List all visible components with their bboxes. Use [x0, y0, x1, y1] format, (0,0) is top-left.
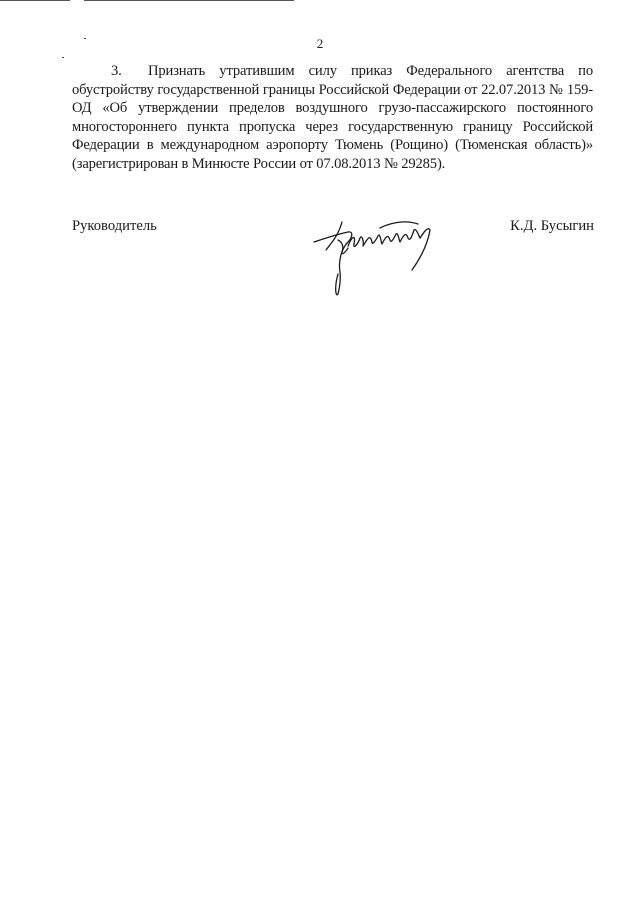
signer-name: К.Д. Бусыгин — [510, 218, 594, 234]
handwritten-signature — [308, 212, 438, 302]
signer-position: Руководитель — [72, 218, 157, 234]
signature-block — [72, 218, 594, 308]
clause-number: 3. — [111, 63, 122, 79]
scan-speck — [62, 57, 64, 58]
clause-paragraph — [72, 62, 593, 174]
clause-text: Признать утратившим силу приказ Федерального агентства по обустройству государственной границы Российской Федерации от 22.07.2013 № 159-ОД «Об утверждении пределов воздушного грузо-пассажирского постоянного многостороннего пункта пропуска через государственную границу Российской Федерации в международном аэропорту Тюмень (Рощино) (Тюменская область)» (зарегистрирован в Минюсте России от 07.08.2013 № 29285). — [72, 63, 593, 172]
scan-edge-artifact — [0, 0, 640, 3]
page-number: 2 — [316, 36, 324, 51]
